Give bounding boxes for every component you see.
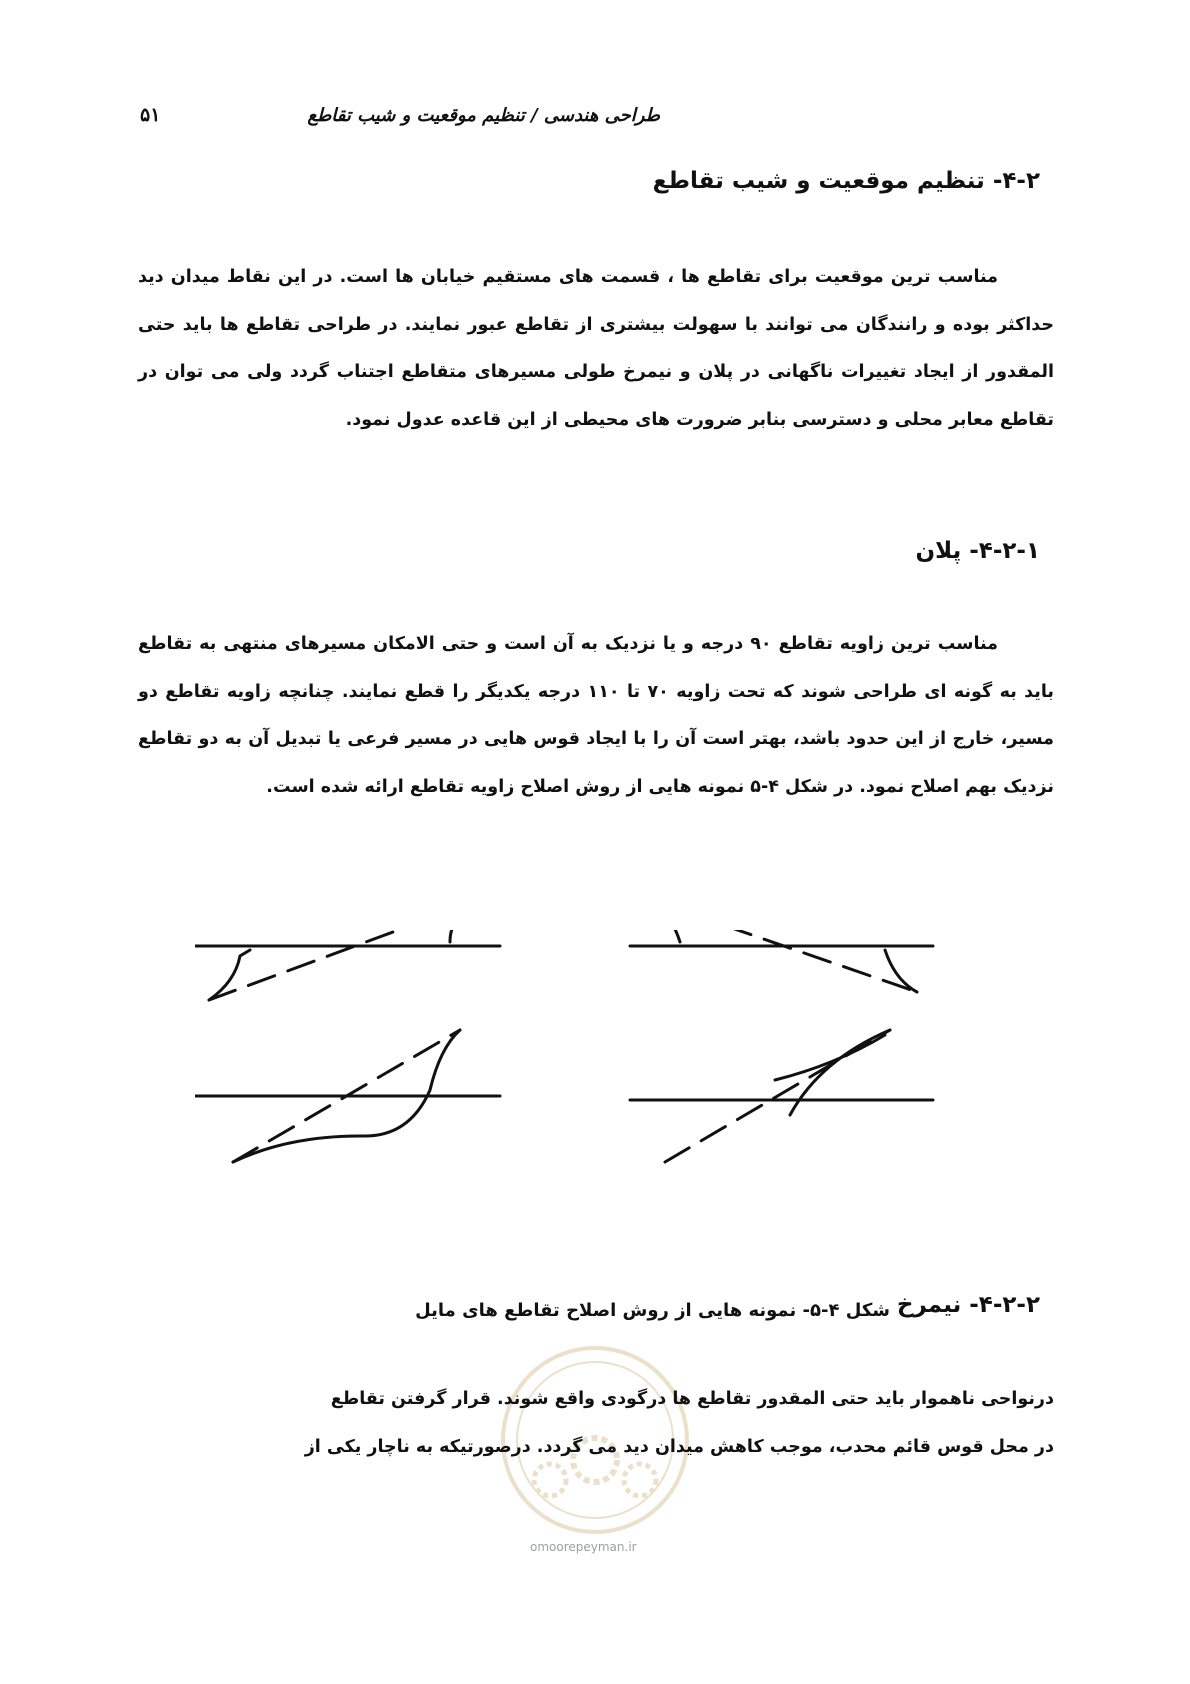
section-4-2-paragraph xyxy=(138,254,1054,444)
figure-skewed-intersections xyxy=(195,930,1015,1290)
running-header xyxy=(140,98,660,132)
figure-drawing xyxy=(195,930,1015,1290)
figure-caption: شکل ۴-۵- نمونه هایی از روش اصلاح تقاطع های مایل xyxy=(415,1300,890,1321)
section-4-2-2-line-1: درنواحی ناهموار باید حتی المقدور تقاطع ها درگودی واقع شوند. قرار گرفتن تقاطع xyxy=(330,1389,1054,1409)
realigned-curve xyxy=(450,930,485,942)
section-4-2-2-paragraph xyxy=(138,1375,1054,1471)
skewed-road-dashed xyxy=(209,930,485,1000)
realigned-curve xyxy=(645,930,680,942)
section-heading-4-2-2: ۴-۲-۲- نیمرخ xyxy=(896,1292,1040,1318)
section-4-2-1-text: مناسب ترین زاویه تقاطع ۹۰ درجه و یا نزدیک به آن است و حتی الامکان مسیرهای منتهی به تقاطع باید به گونه ای طراحی شوند که تحت زاویه ۷۰ تا ۱۱۰ درجه یکدیگر را قطع نمایند. چنانچه زاویه تقاطع دو مسیر، خارج از این حدود باشد، بهتر است آن را با ایجاد قوس هایی در مسیر فرعی یا تبدیل آن به دو تقاطع نزدیک بهم اصلاح نمود. در شکل ۴-۵ نمونه هایی از روش اصلاح زاویه تقاطع ارائه شده است. xyxy=(138,634,1054,797)
section-4-2-2-line-2: در محل قوس قائم محدب، موجب کاهش میدان دید می گردد. درصورتیکه به ناچار یکی از xyxy=(304,1437,1054,1457)
skewed-road-dashed xyxy=(645,930,917,992)
page-number: ۵۱ xyxy=(140,104,161,126)
section-4-2-1-paragraph xyxy=(138,621,1054,811)
section-4-2-text: مناسب ترین موقعیت برای تقاطع ها ، قسمت های مستقیم خیابان ها است. در این نقاط میدان دید حداکثر بوده و رانندگان می توانند با سهولت بیشتری از تقاطع عبور نمایند. در طراحی تقاطع ها باید حتی المقدور از ایجاد تغییرات ناگهانی در پلان و نیمرخ طولی مسیرهای متقاطع اجتناب گردد ولی می توان در تقاطع معابر محلی و دسترسی بنابر ضرورت های محیطی از این قاعده عدول نمود. xyxy=(138,267,1054,430)
watermark-url: omoorepeyman.ir xyxy=(530,1540,637,1554)
section-heading-4-2-1: ۴-۲-۱- پلان xyxy=(915,538,1040,564)
running-title: طراحی هندسی / تنظیم موقعیت و شیب تقاطع xyxy=(307,104,660,126)
section-heading-4-2: ۴-۲- تنظیم موقعیت و شیب تقاطع xyxy=(652,168,1040,194)
